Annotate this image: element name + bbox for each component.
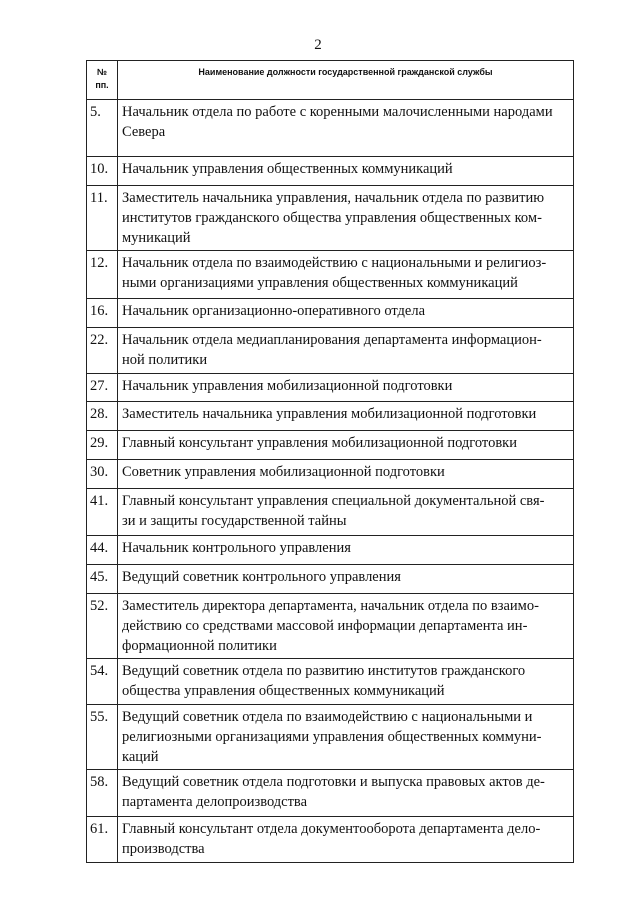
- table-row: [87, 659, 574, 705]
- row-number: 44.: [87, 536, 118, 565]
- table-row: [87, 157, 574, 186]
- table-row: [87, 402, 574, 431]
- header-number-symbol: №: [96, 67, 108, 77]
- position-title-line: Заместитель директора департамента, начальник отдела по взаимо-: [122, 598, 539, 614]
- row-number: 10.: [87, 157, 118, 186]
- position-title-line: Начальник отдела по взаимодействию с национальными и религиоз-: [122, 255, 547, 271]
- row-position-title: [118, 460, 574, 489]
- table-row: [87, 565, 574, 594]
- position-title-line: Начальник отдела медиапланирования департамента информацион-: [122, 332, 542, 348]
- position-title-line: Ведущий советник отдела подготовки и выпуска правовых актов де-: [122, 774, 545, 790]
- row-number: 30.: [87, 460, 118, 489]
- positions-table: [86, 60, 574, 863]
- position-title-line: производства: [122, 841, 205, 857]
- row-position-title: [118, 328, 574, 374]
- table-row: [87, 460, 574, 489]
- position-title-line: Начальник отдела по работе с коренными малочисленными народами: [122, 104, 553, 120]
- header-position-column: Наименование должности государственной гражданской службы: [118, 61, 574, 100]
- row-position-title: [118, 431, 574, 460]
- position-title-line: Заместитель начальника управления, начальник отдела по развитию: [122, 190, 545, 206]
- row-position-title: [118, 565, 574, 594]
- table-row: [87, 186, 574, 251]
- position-title-line: муникаций: [122, 230, 191, 246]
- position-title-line: религиозными организациями управления общественных коммуни-: [122, 729, 542, 745]
- table-row: [87, 374, 574, 402]
- row-position-title: [118, 817, 574, 863]
- position-title-line: Советник управления мобилизационной подготовки: [122, 464, 445, 480]
- row-position-title: [118, 157, 574, 186]
- row-position-title: [118, 299, 574, 328]
- row-position-title: [118, 770, 574, 817]
- position-title-line: Начальник управления мобилизационной подготовки: [122, 378, 453, 394]
- table-row: [87, 594, 574, 659]
- header-number-column: [87, 61, 118, 100]
- table-row: [87, 328, 574, 374]
- table-row: [87, 299, 574, 328]
- row-position-title: [118, 100, 574, 157]
- position-title-line: Главный консультант отдела документооборота департамента дело-: [122, 821, 541, 837]
- position-title-line: Ведущий советник отдела по развитию институтов гражданского: [122, 663, 526, 679]
- position-title-line: Заместитель начальника управления мобилизационной подготовки: [122, 406, 537, 422]
- table-row: [87, 251, 574, 299]
- position-title-line: партамента делопроизводства: [122, 794, 308, 810]
- header-number-abbrev: пп.: [95, 80, 109, 90]
- table-row: [87, 489, 574, 536]
- position-title-line: Ведущий советник отдела по взаимодействию с национальными и: [122, 709, 533, 725]
- table-row: [87, 100, 574, 157]
- position-title-line: общества управления общественных коммуникаций: [122, 683, 445, 699]
- table-row: [87, 536, 574, 565]
- row-number: 41.: [87, 489, 118, 536]
- position-title-line: Главный консультант управления мобилизационной подготовки: [122, 435, 517, 451]
- table-row: [87, 770, 574, 817]
- row-position-title: [118, 251, 574, 299]
- position-title-line: ной политики: [122, 352, 208, 368]
- table-row: [87, 431, 574, 460]
- row-number: 55.: [87, 705, 118, 770]
- row-position-title: [118, 659, 574, 705]
- position-title-line: Главный консультант управления специальной документальной свя-: [122, 493, 545, 509]
- position-title-line: Ведущий советник контрольного управления: [122, 569, 401, 585]
- row-number: 28.: [87, 402, 118, 431]
- table-row: [87, 705, 574, 770]
- row-number: 5.: [87, 100, 118, 157]
- position-title-line: зи и защиты государственной тайны: [122, 513, 347, 529]
- row-number: 61.: [87, 817, 118, 863]
- row-number: 11.: [87, 186, 118, 251]
- position-title-line: Начальник организационно-оперативного отдела: [122, 303, 426, 319]
- page-number: 2: [314, 37, 322, 53]
- position-title-line: ными организациями управления общественных коммуникаций: [122, 275, 518, 291]
- table-header: [87, 61, 574, 100]
- row-number: 27.: [87, 374, 118, 402]
- position-title-line: формационной политики: [122, 638, 277, 654]
- row-number: 45.: [87, 565, 118, 594]
- row-number: 29.: [87, 431, 118, 460]
- row-position-title: [118, 489, 574, 536]
- row-number: 52.: [87, 594, 118, 659]
- row-position-title: [118, 536, 574, 565]
- row-number: 22.: [87, 328, 118, 374]
- position-title-line: Начальник контрольного управления: [122, 540, 351, 556]
- position-title-line: Севера: [122, 124, 166, 140]
- position-title-line: действию со средствами массовой информации департамента ин-: [122, 618, 528, 634]
- position-title-line: каций: [122, 749, 159, 765]
- table-row: [87, 817, 574, 863]
- row-number: 16.: [87, 299, 118, 328]
- position-title-line: институтов гражданского общества управления общественных ком-: [122, 210, 542, 226]
- row-position-title: [118, 186, 574, 251]
- row-number: 12.: [87, 251, 118, 299]
- row-position-title: [118, 705, 574, 770]
- row-position-title: [118, 402, 574, 431]
- row-number: 54.: [87, 659, 118, 705]
- row-number: 58.: [87, 770, 118, 817]
- table-body: [87, 100, 574, 863]
- position-title-line: Начальник управления общественных коммуникаций: [122, 161, 453, 177]
- row-position-title: [118, 594, 574, 659]
- row-position-title: [118, 374, 574, 402]
